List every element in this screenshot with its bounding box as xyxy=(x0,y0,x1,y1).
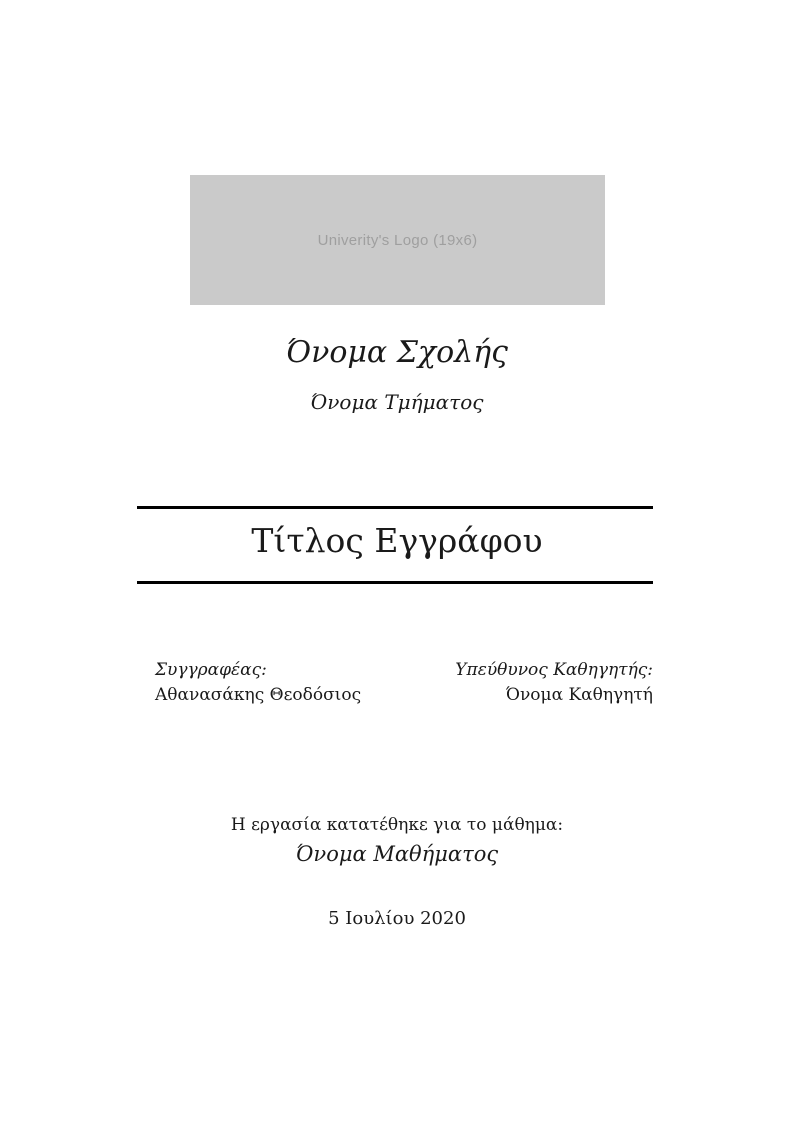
date: 5 Ιουλίου 2020 xyxy=(328,908,466,929)
school-name: Όνομα Σχολής xyxy=(286,335,508,370)
university-logo-label: Univerity's Logo (19x6) xyxy=(317,231,478,249)
supervisor-label: Υπεύθυνος Καθηγητής: xyxy=(455,660,653,680)
title-rule-top xyxy=(137,506,653,509)
supervisor-column xyxy=(455,658,653,708)
authors-block xyxy=(137,658,653,708)
course-name: Όνομα Μαθήματος xyxy=(295,842,499,866)
document-title: Τίτλος Εγγράφου xyxy=(251,521,543,560)
author-label: Συγγραφέας: xyxy=(155,660,267,680)
supervisor-name: Όνομα Καθηγητή xyxy=(505,685,653,705)
author-column xyxy=(137,658,361,708)
department-name: Όνομα Τμήματος xyxy=(310,390,484,414)
author-name: Αθανασάκης Θεοδόσιος xyxy=(155,685,362,705)
title-rule-bottom xyxy=(137,581,653,584)
university-logo-placeholder xyxy=(190,175,605,305)
submission-statement: Η εργασία κατατέθηκε για το μάθημα: xyxy=(230,815,564,835)
